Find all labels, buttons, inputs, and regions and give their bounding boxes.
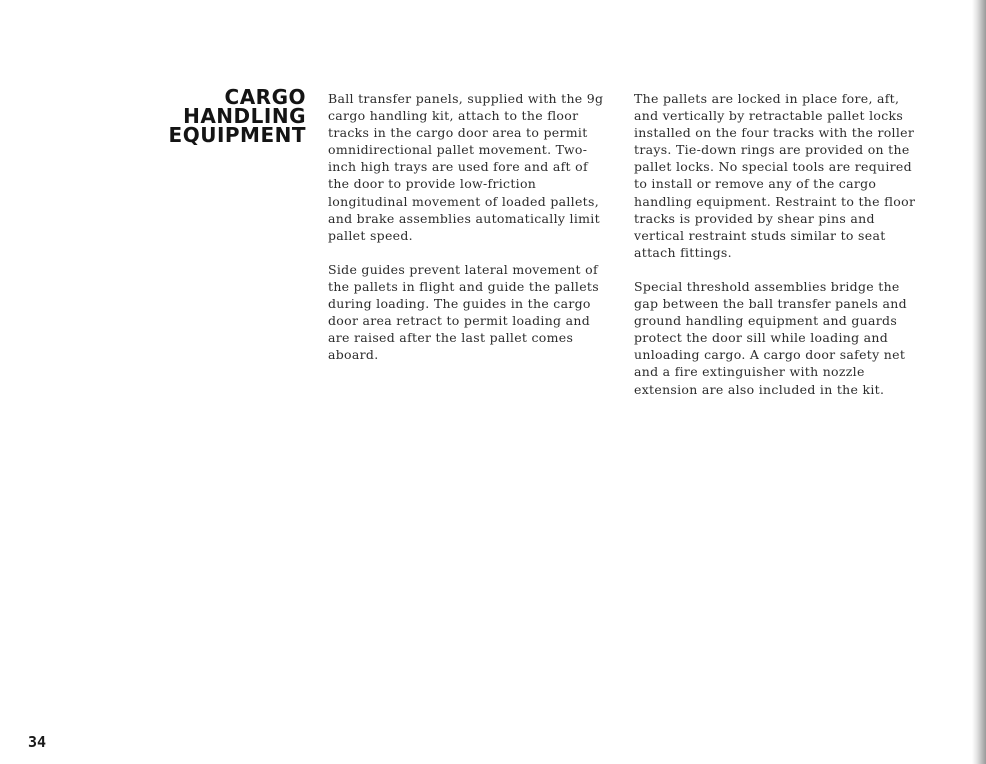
section-heading	[110, 85, 306, 147]
heading-line-1: CARGO	[224, 85, 306, 109]
paragraph-ball-transfer-panels: Ball transfer panels, supplied with the 9g cargo handling kit, attach to the floor tracks in the cargo door area to permit omnidirectional pallet movement. Two-inch high trays are used fore and aft of the door to provide low-friction longitudinal movement of loaded pallets, and brake assemblies automatically limit pallet speed.	[328, 91, 604, 243]
page-number: 34	[28, 733, 47, 751]
heading-line-2: HANDLING	[183, 104, 306, 128]
text-column-left	[328, 90, 613, 380]
paragraph-threshold-assemblies: Special threshold assemblies bridge the gap between the ball transfer panels and ground handling equipment and guards protect the door sill while loading and unloading cargo. A cargo door safety net and a fire extinguisher with nozzle extension are also included in the kit.	[634, 278, 907, 397]
paragraph-pallet-locks: The pallets are locked in place fore, aft, and vertically by retractable pallet locks installed on the four tracks with the roller trays. Tie-down rings are provided on the pallet locks. No special tools are required to install or remove any of the cargo handling equipment. Restraint to the floor tracks is provided by shear pins and vertical restraint studs similar to seat attach fittings.	[634, 91, 916, 260]
text-column-right	[634, 90, 922, 415]
paragraph-side-guides: Side guides prevent lateral movement of the pallets in flight and guide the pallets during loading. The guides in the cargo door area retract to permit loading and are raised after the last pallet comes aboard.	[328, 261, 599, 363]
page-edge-shadow	[972, 0, 986, 764]
heading-line-3: EQUIPMENT	[168, 123, 306, 147]
